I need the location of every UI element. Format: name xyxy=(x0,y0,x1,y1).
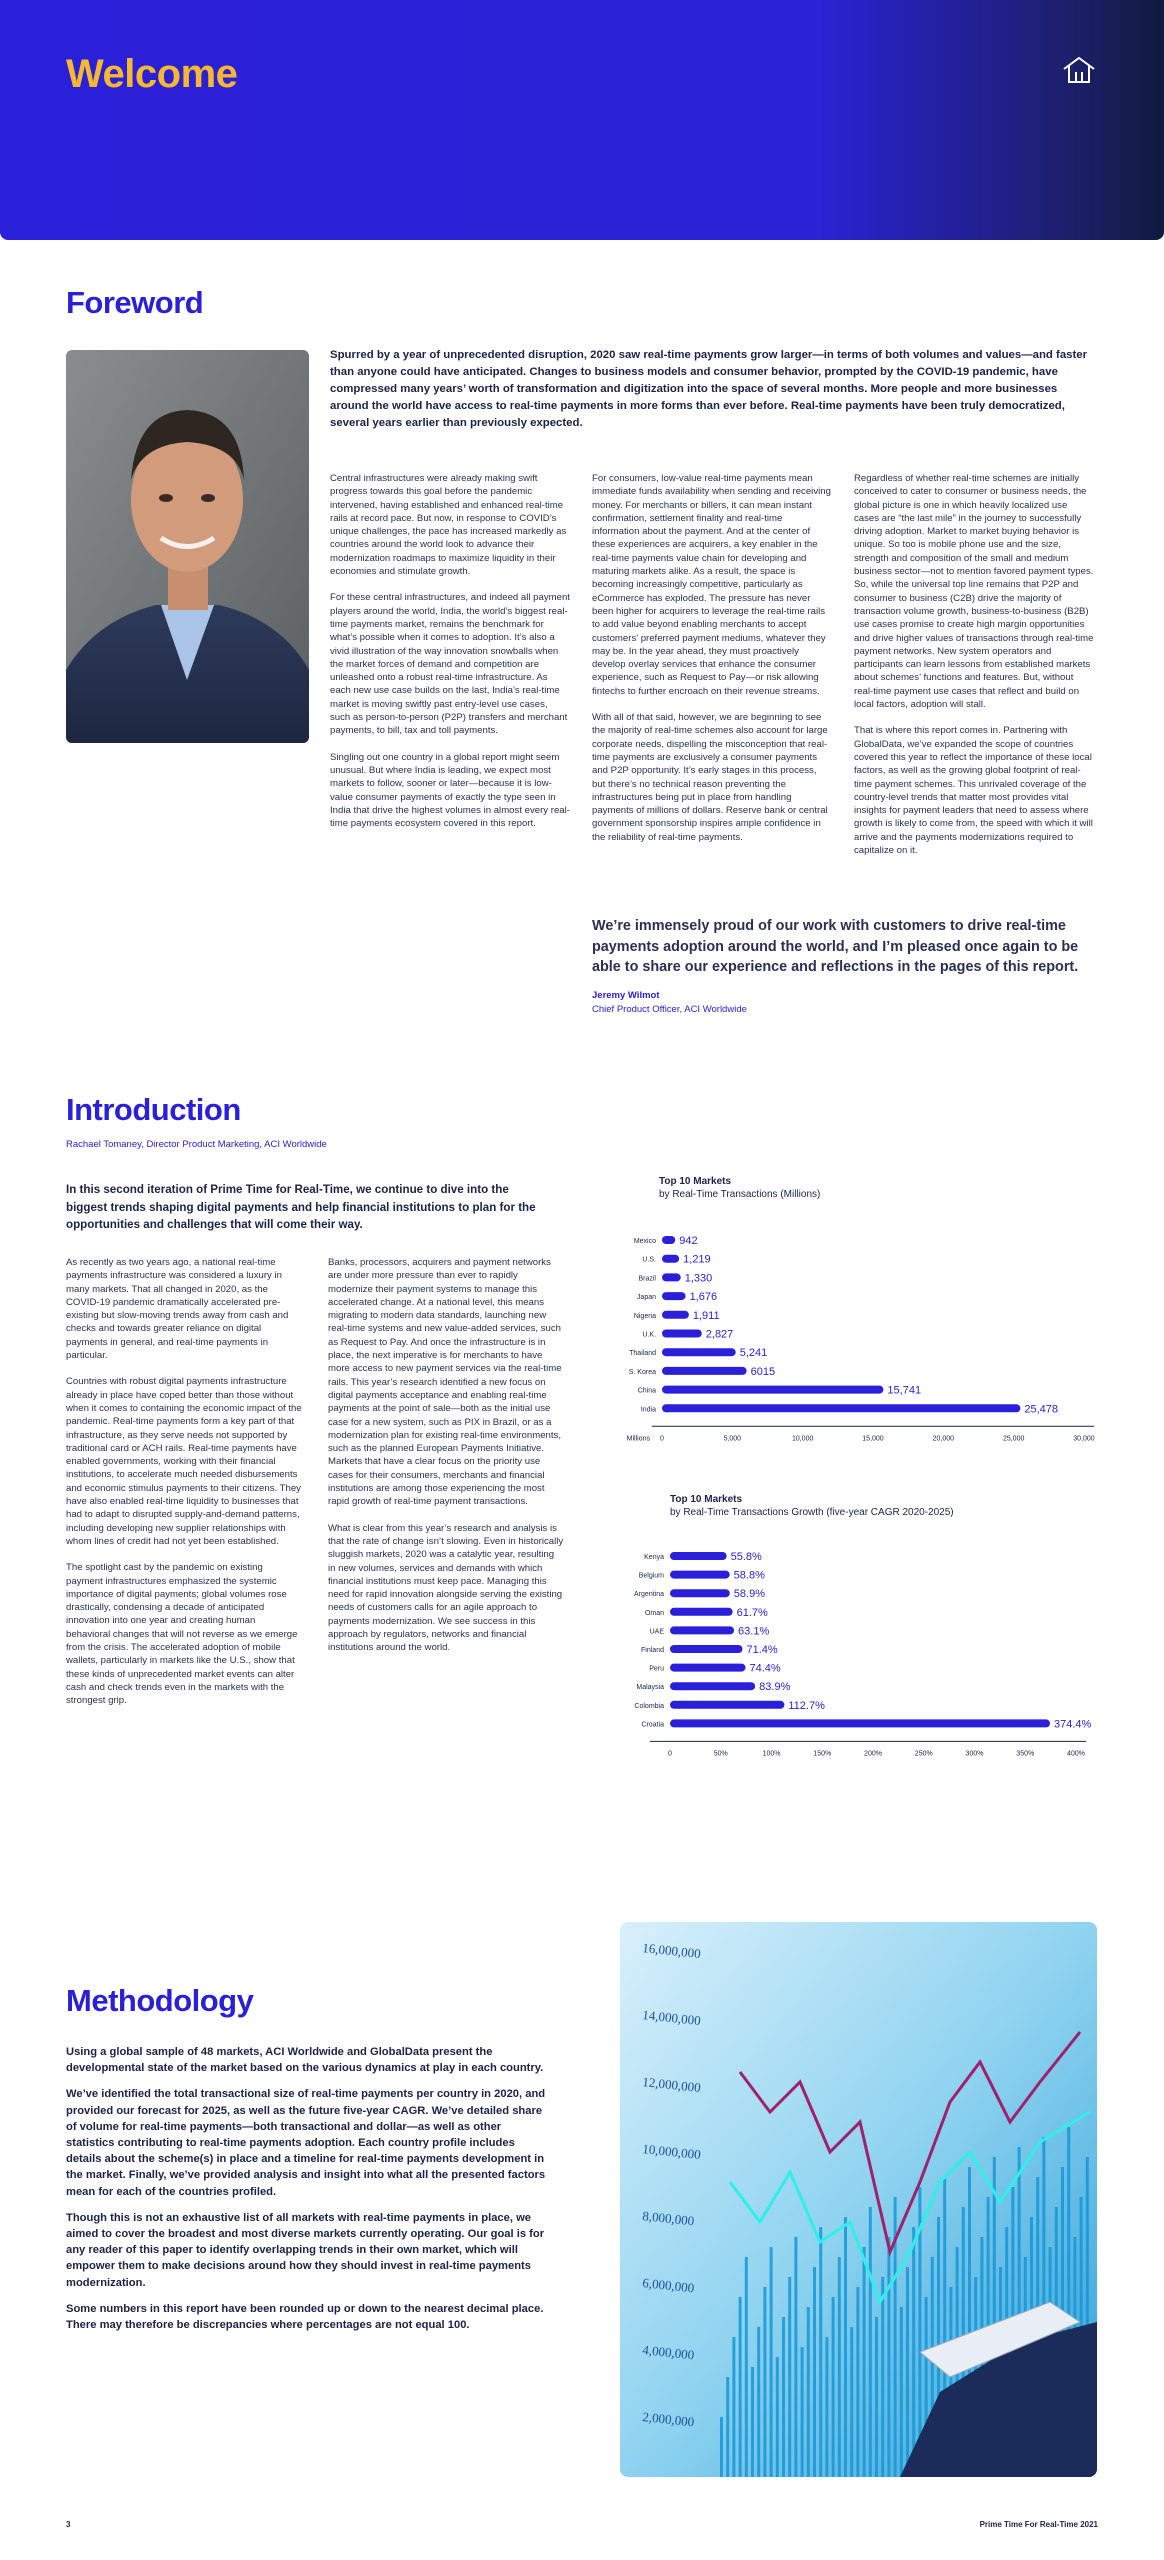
paragraph: We’ve identified the total transactional size of real-time payments per country in 2020, and provided our forecast for 2025, as well as the future five-year CAGR. We’ve detailed share of volume for real-time payments—both transactional and dollar—as well as other statistics contributing to real-time payments adoption. Each country profile includes details about the scheme(s) in place and a timeline for real-time payments development in the market. Finally, we’ve provided analysis and insight into what all the presented factors mean for each of the countries profiled. xyxy=(66,2088,546,2198)
category-label: Japan xyxy=(636,1294,656,1302)
introduction-column-2 xyxy=(328,1256,564,1668)
bar xyxy=(662,1404,1020,1412)
paragraph: Banks, processors, acquirers and payment networks are under more pressure than ever to rapidly modernize their payment systems to manage this accelerated change. At a national level, this means migrating to modern data standards, launching new real-time systems and new value-added services, such as Request to Pay. And once the infrastructure is in place, the next imperative is for merchants to have more access to new payment services via the real-time rails. This year’s research identified a new focus on digital payments acceptance and enabling real-time payments at the point of sale—both as the initial use case for a new system, such as PIX in Brazil, or as a modernization plan for existing real-time environments, such as the planned European Payments Initiative. Markets that have a clear focus on the priority use cases for their consumers, merchants and financial institutions are among those experiencing the most rapid growth of real-time payment transactions. xyxy=(328,1257,562,1508)
value-label: 58.9% xyxy=(733,1588,765,1601)
value-label: 1,911 xyxy=(692,1309,720,1322)
chart2-title: Top 10 Markets xyxy=(670,1494,743,1505)
bar xyxy=(662,1367,747,1375)
tick-label: 15,000 xyxy=(862,1435,884,1443)
data-screen-photo xyxy=(620,1922,1097,2477)
tick-label: 0 xyxy=(660,1435,664,1443)
tick-label: 400% xyxy=(1067,1750,1085,1758)
paragraph: The spotlight cast by the pandemic on existing payment infrastructures emphasized the systemic importance of digital payments; global volumes rose drastically, condensing a decade of anticipated innovation into one year and creating human behavioral changes that will not reverse as we emerge from the crisis. The accelerated adoption of mobile wallets, particularly in markets like the U.S., show that these kinds of unprecedented market events can alter cash and check trends even in the markets with the strongest grip. xyxy=(66,1562,298,1707)
category-label: Croatia xyxy=(641,1721,664,1729)
paragraph: Central infrastructures were already making swift progress towards this goal before the pandemic intervened, having established and enhanced real-time rails at record pace. But now, in response to COVID’s unique challenges, the pace has increased markedly as countries around the world look to advance their modernization roadmaps to maximize liquidity in their economies and stimulate growth. xyxy=(330,473,567,578)
category-label: Kenya xyxy=(644,1554,664,1561)
methodology-body xyxy=(66,2044,546,2343)
bar xyxy=(770,2247,773,2477)
value-label: 83.9% xyxy=(759,1681,791,1694)
bar xyxy=(807,2307,810,2477)
bar xyxy=(900,2307,903,2477)
signature-name: Jeremy Wilmot xyxy=(592,990,660,1001)
axis-label: 16,000,000 xyxy=(641,1940,702,1962)
bar xyxy=(863,2247,866,2477)
tick-label: 200% xyxy=(864,1750,882,1758)
chart1-title: Top 10 Markets xyxy=(659,1176,732,1187)
bar xyxy=(670,1645,742,1653)
bar xyxy=(662,1255,679,1263)
category-label: Finland xyxy=(641,1647,664,1654)
bar xyxy=(782,2317,785,2477)
tick-label: 25,000 xyxy=(1002,1435,1025,1443)
paragraph: For these central infrastructures, and indeed all payment players around the world, India, the world’s biggest real-time payments market, remains the benchmark for what’s possible when it comes to adoption. It’s also a vivid illustration of the way innovation snowballs when the market forces of demand and competition are unleashed onto a robust real-time infrastructure. As each new use case builds on the last, India’s real-time market is moving swiftly past entry-level use cases, such as person-to-person (P2P) transfers and merchant payments, to bill, tax and toll payments. xyxy=(330,592,570,737)
value-label: 5,241 xyxy=(739,1347,768,1360)
bar xyxy=(670,1626,734,1634)
paragraph: Some numbers in this report have been rounded up or down to the nearest decimal place. There may therefore be discrepancies where percentages are not equal 100. xyxy=(66,2302,544,2332)
category-label: Colombia xyxy=(634,1702,664,1710)
introduction-column-1 xyxy=(66,1256,302,1721)
tick-label: 10,000 xyxy=(791,1435,814,1443)
paragraph: Countries with robust digital payments infrastructure already in place have coped better than those without when it comes to containing the economic impact of the pandemic. Real-time payments form a key part of that infrastructure, as they serve needs not supported by traditional card or ACH rails. Real-time payments have enabled governments, working with their financial institutions, to accelerate much needed disbursements and economic stimulus payments to their citizens. They have also enabled real-time liquidity to businesses that had to adapt to disrupted supply-and-demand patterns, including developing new supplier relationships with whom lines of credit had not yet been established. xyxy=(66,1376,302,1547)
bar xyxy=(825,2337,828,2477)
page-number: 3 xyxy=(66,2520,71,2529)
tick-label: 20,000 xyxy=(932,1435,955,1443)
category-label: U.K. xyxy=(642,1331,656,1339)
axis-label: Millions xyxy=(626,1435,650,1443)
introduction-author: Rachael Tomaney, Director Product Marketing, ACI Worldwide xyxy=(66,1139,327,1150)
value-label: 1,219 xyxy=(683,1253,711,1266)
bar xyxy=(726,2377,729,2477)
bar xyxy=(670,1552,727,1560)
paragraph: With all of that said, however, we are beginning to see the majority of real-time schemes also account for large corporate needs, dispelling the misconception that real-time payments are exclusively a consumer payments and P2P opportunity. It’s early stages in this process, but there’s no technical reason preventing the infrastructures being put in place from handling payments of millions of dollars. Reserve bank or central government sponsorship inspires ample confidence in the reliability of real-time payments. xyxy=(592,712,828,843)
paragraph: Singling out one country in a global report might seem unusual. But where India is leading, we expect most markets to follow, sooner or later—because it is low-value consumer payments of exactly the type seen in India that drive the highest volumes in almost every real-time payments ecosystem covered in this report. xyxy=(330,751,570,830)
bar xyxy=(670,1571,730,1579)
tick-label: 50% xyxy=(713,1750,728,1758)
bar xyxy=(739,2297,742,2477)
category-label: Malaysia xyxy=(636,1684,664,1692)
axis-label: 12,000,000 xyxy=(641,2074,702,2096)
category-label: Mexico xyxy=(633,1238,656,1245)
bar xyxy=(869,2207,872,2477)
value-label: 112.7% xyxy=(788,1699,825,1712)
value-label: 58.8% xyxy=(733,1569,765,1582)
bar xyxy=(670,1589,730,1597)
value-label: 74.4% xyxy=(749,1662,781,1675)
category-label: China xyxy=(637,1387,656,1395)
paragraph: What is clear from this year’s research and analysis is that the rate of change isn’t slowing. Even in historically sluggish markets, 2020 was a catalytic year, resulting in new volumes, services and demands with which financial institutions must keep pace. Managing this need for rapid innovation alongside serving the existing needs of customers calls for an agile approach to payments modernization. We see success in this approach by regulators, networks and financial institutions around the world. xyxy=(328,1522,564,1654)
bar xyxy=(788,2277,791,2477)
value-label: 1,676 xyxy=(689,1291,718,1304)
bar xyxy=(662,1236,675,1244)
category-label: Argentina xyxy=(634,1591,664,1599)
bar xyxy=(850,2327,853,2477)
signature-role: Chief Product Officer, ACI Worldwide xyxy=(592,1004,747,1015)
axis-label: 10,000,000 xyxy=(641,2141,702,2163)
value-label: 6015 xyxy=(750,1365,776,1378)
bar xyxy=(745,2257,748,2477)
bar xyxy=(794,2237,797,2477)
value-label: 1,330 xyxy=(684,1272,713,1285)
value-label: 942 xyxy=(679,1235,698,1247)
bar xyxy=(670,1608,733,1616)
bar xyxy=(813,2267,816,2477)
growth-bar-chart xyxy=(610,1540,1100,1770)
category-label: Belgium xyxy=(638,1572,664,1580)
bar xyxy=(732,2337,735,2477)
category-label: Brazil xyxy=(638,1275,656,1283)
tick-label: 150% xyxy=(813,1750,832,1758)
bar xyxy=(670,1719,1050,1727)
bar xyxy=(838,2257,841,2477)
bar xyxy=(662,1273,681,1281)
bar xyxy=(881,2277,884,2477)
bar xyxy=(670,1701,784,1709)
bar xyxy=(856,2287,859,2477)
chart1-subtitle: by Real-Time Transactions (Millions) xyxy=(659,1189,821,1200)
category-label: Nigeria xyxy=(633,1312,656,1320)
category-label: India xyxy=(640,1406,656,1414)
methodology-heading: Methodology xyxy=(66,1983,254,2018)
category-label: UAE xyxy=(649,1628,664,1636)
paragraph: Though this is not an exhaustive list of all markets with real-time payments in place, we aimed to cover the broadest and most diverse markets currently operating. Our goal is for any reader of this paper to identify overlapping trends in their own market, which will empower them to make decisions around how they should invest in real-time payments modernization. xyxy=(66,2211,545,2289)
bar xyxy=(832,2297,835,2477)
header-banner xyxy=(0,0,1164,240)
category-label: S. Korea xyxy=(628,1368,656,1376)
bar xyxy=(662,1348,736,1356)
category-label: Peru xyxy=(649,1665,664,1673)
axis-label: 14,000,000 xyxy=(641,2007,702,2029)
bar xyxy=(662,1292,686,1300)
bar xyxy=(670,1682,755,1690)
bar xyxy=(912,2227,915,2477)
introduction-lead: In this second iteration of Prime Time for Real-Time, we continue to dive into the biggest trends shaping digital payments and help financial institutions to plan for the opportunities and challenges that will come their way. xyxy=(66,1183,536,1232)
bar xyxy=(906,2267,909,2477)
value-label: 61.7% xyxy=(736,1606,768,1619)
bar xyxy=(662,1386,883,1394)
axis-label: 4,000,000 xyxy=(641,2342,695,2363)
bar xyxy=(751,2367,754,2477)
axis-label: 6,000,000 xyxy=(641,2275,695,2296)
tick-label: 0 xyxy=(668,1750,672,1758)
bar xyxy=(757,2327,760,2477)
paragraph: Using a global sample of 48 markets, ACI Worldwide and GlobalData present the developmental state of the market based on the various dynamics at play in each country. xyxy=(66,2046,544,2075)
portrait-photo xyxy=(66,350,309,743)
bar xyxy=(670,1664,746,1672)
tick-label: 350% xyxy=(1016,1750,1035,1758)
paragraph: As recently as two years ago, a national real-time payments infrastructure was considered a luxury in many markets. That all changed in 2020, as the COVID-19 pandemic dramatically accelerated pre-existing but slow-moving trends away from cash and checks and towards greater reliance on digital payments in general, and real-time payments in particular. xyxy=(66,1257,289,1362)
bar xyxy=(819,2227,822,2477)
paragraph: That is where this report comes in. Partnering with GlobalData, we’ve expanded the scope of countries covered this year to reflect the importance of these local factors, as well as the growing global footprint of real-time payment schemes. This unrivaled coverage of the country-level trends that matter most provides vital insights for payment leaders that need to assess where growth is likely to come from, the speed with which it will arrive and the payments modernizations required to capitalize on it. xyxy=(854,725,1093,857)
paragraph: For consumers, low-value real-time payments mean immediate funds availability when sending and receiving money. For merchants or billers, it can mean instant confirmation, settlement finality and real-time information about the payment. And at the center of these experiences are acquirers, a key enabler in the real-time payments value chain for developing and maturing markets alike. As a result, the space is becoming increasingly competitive, particularly as eCommerce has exploded. The pressure has never been higher for acquirers to leverage the real-time rails to add value beyond enabling merchants to accept customers’ preferred payment mediums, whatever they may be. In the year ahead, they must proactively develop overlay services that enhance the consumer experience, such as Request to Pay—or risk allowing fintechs to further encroach on their revenue streams. xyxy=(592,473,831,697)
category-label: Thailand xyxy=(629,1350,656,1358)
bar xyxy=(844,2217,847,2477)
introduction-heading: Introduction xyxy=(66,1092,241,1127)
value-label: 55.8% xyxy=(730,1551,762,1563)
foreword-lead: Spurred by a year of unprecedented disruption, 2020 saw real-time payments grow larger—in terms of both volumes and values—and faster than anyone could have anticipated. Changes to business models and consumer behavior, prompted by the COVID-19 pandemic, have compressed many years’ worth of transformation and digitization into the space of several months. More people and more businesses around the world have access to real-time payments in more forms than ever before. Real-time payments have been truly democratized, several years earlier than previously expected. xyxy=(330,349,1088,429)
transactions-bar-chart xyxy=(610,1222,1100,1462)
foreword-column-3 xyxy=(854,472,1094,870)
publication-title: Prime Time For Real-Time 2021 xyxy=(979,2520,1098,2529)
tick-label: 30,000 xyxy=(1073,1435,1095,1443)
foreword-column-2 xyxy=(592,472,832,857)
bar xyxy=(776,2357,779,2477)
axis-label: 8,000,000 xyxy=(641,2208,695,2229)
home-icon[interactable] xyxy=(1062,56,1096,84)
bar xyxy=(662,1311,689,1319)
bar xyxy=(875,2317,878,2477)
bar xyxy=(763,2287,766,2477)
foreword-heading: Foreword xyxy=(66,285,204,320)
paragraph: Regardless of whether real-time schemes are initially conceived to cater to consumer or business needs, the global picture is one in which heavily localized use cases are “the last mile” in the journey to successfully driving adoption. Market to market buying behavior is unique. So too is mobile phone use and the size, strength and composition of the small and medium business sector—not to mention favored payment types. So, while the universal top line remains that P2P and consumer to business (C2B) drive the majority of transaction volume growth, business-to-business (B2B) use cases promise to create high margin opportunities and drive higher values of transactions through real-time payment networks. New system operators and participants can learn lessons from established markets about schemes’ functions and features. But, without real-time payment use cases that reflect and build on local factors, adoption will stall. xyxy=(854,473,1094,711)
tick-label: 100% xyxy=(762,1750,781,1758)
bar xyxy=(662,1330,702,1338)
tick-label: 300% xyxy=(965,1750,984,1758)
value-label: 71.4% xyxy=(746,1644,778,1656)
pull-quote: We’re immensely proud of our work with customers to drive real-time payments adoption around the world, and I’m pleased once again to be able to share our experience and reflections in the pages of this report. xyxy=(592,918,1079,975)
foreword-column-1 xyxy=(330,472,570,843)
value-label: 25,478 xyxy=(1024,1403,1059,1416)
chart2-subtitle: by Real-Time Transactions Growth (five-year CAGR 2020-2025) xyxy=(670,1507,954,1518)
tick-label: 5,000 xyxy=(723,1435,742,1443)
value-label: 63.1% xyxy=(738,1625,770,1638)
category-label: Oman xyxy=(644,1609,664,1617)
category-label: U.S. xyxy=(642,1256,656,1264)
bar xyxy=(887,2237,890,2477)
bar xyxy=(801,2347,804,2477)
value-label: 2,827 xyxy=(705,1328,734,1341)
axis-label: 2,000,000 xyxy=(641,2409,695,2430)
bar xyxy=(720,2417,723,2477)
value-label: 374.4% xyxy=(1054,1718,1092,1731)
page-title: Welcome xyxy=(66,52,238,96)
value-label: 15,741 xyxy=(887,1384,922,1397)
tick-label: 250% xyxy=(914,1750,933,1758)
